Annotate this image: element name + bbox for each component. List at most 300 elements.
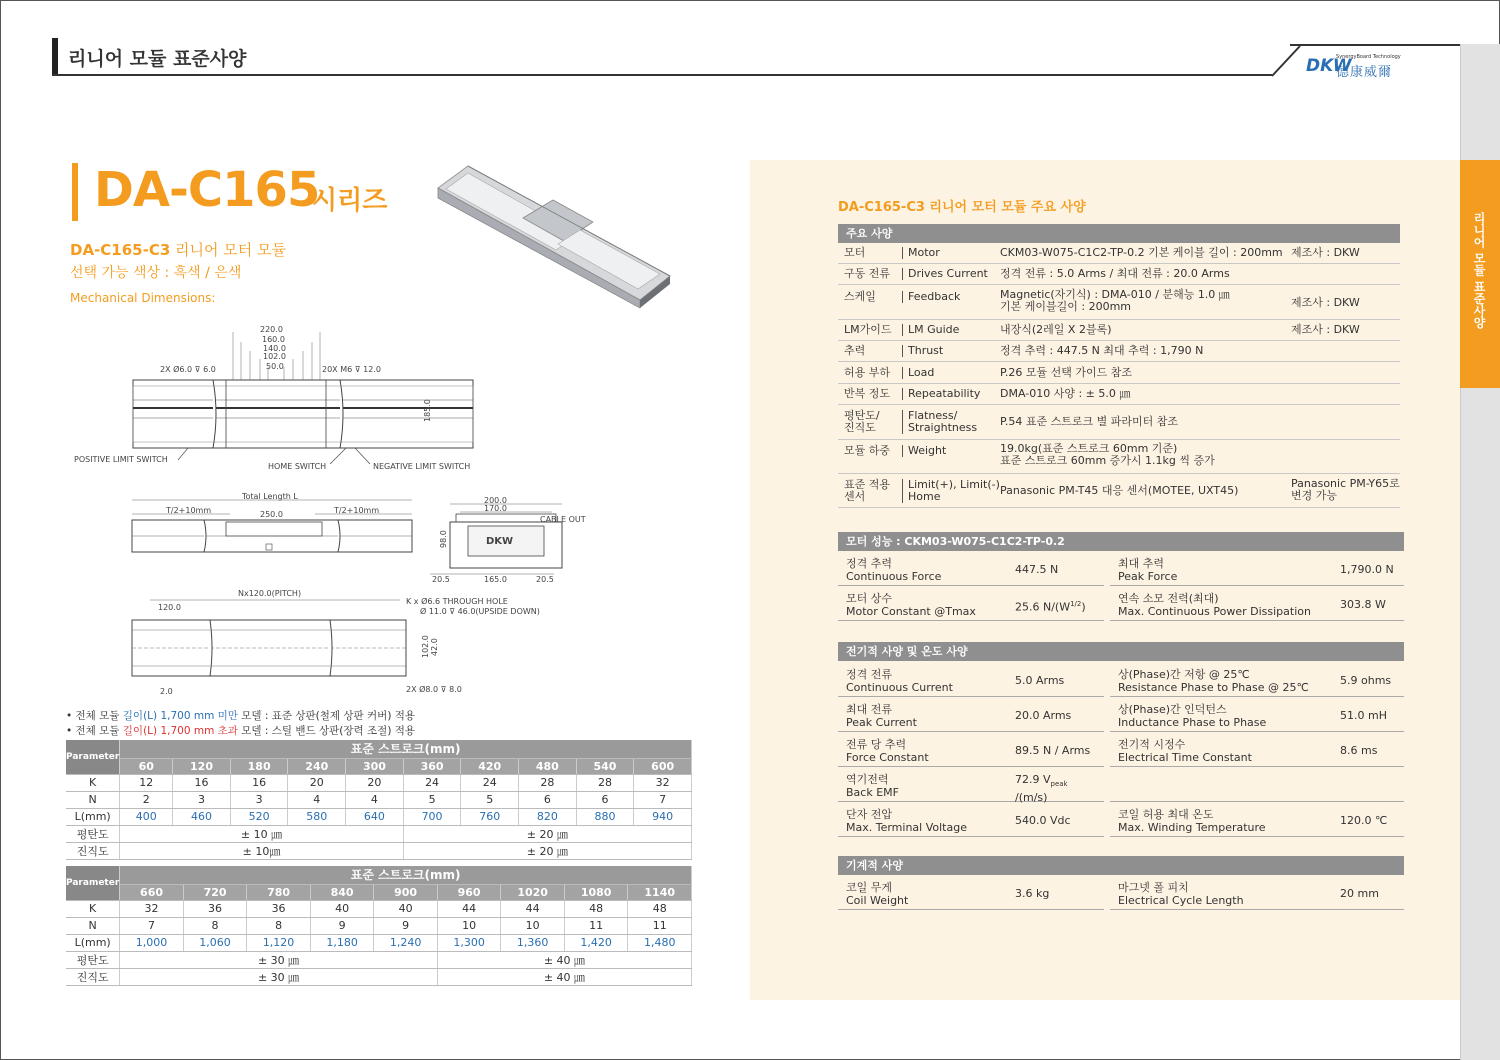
table-cell-n: 8 [183,917,247,934]
perf-label [1118,557,1177,583]
perf-cell [1110,553,1404,586]
stroke-value: 420 [461,758,519,774]
spec-value [1000,416,1178,428]
perf-value [1340,744,1377,757]
spec-maker-line: 변경 가능 [1291,489,1338,502]
perf-value [1340,563,1394,576]
spec-label-en [902,324,959,336]
spec-label-en-line: Repeatability [908,387,981,400]
spec-label-en-line: Weight [908,444,947,457]
series-title: DA-C165 [94,162,320,218]
table-cell-k: 16 [173,774,231,791]
straightness-value: ± 40 ㎛ [437,968,691,985]
note-1-suffix: 모델 : 표준 상판(철제 상판 커버) 적용 [237,710,416,722]
perf-label-en: Continuous Current [846,681,953,694]
table-cell-k: 32 [634,774,692,791]
table-cell-l: 520 [230,808,288,825]
spec-value [1000,388,1130,400]
motor-perf-header: 모터 성능 : CKM03-W075-C1C2-TP-0.2 [838,532,1404,551]
table-cell-k: 44 [501,900,565,917]
spec-maker-line: 제조사 : DKW [1291,296,1360,309]
table-cell-n: 5 [461,791,519,808]
spec-label-en-line: Straightness [908,421,978,434]
perf-value [1015,887,1049,900]
perf-cell [838,769,1104,805]
spec-title: DA-C165-C3 리니어 모터 모듈 주요 사양 [838,200,1086,215]
spec-maker [1291,478,1400,502]
dim-185: 185.0 [423,399,432,422]
row-label-straightness: 진직도 [66,968,120,985]
perf-value-sup: 1/2 [1070,600,1082,608]
perf-value [1340,887,1379,900]
spec-label-ko-line: 표준 적용 [844,478,891,491]
spec-label-en-line: Limit(+), Limit(-) [908,478,1000,491]
perf-label-en: Electrical Time Constant [1118,751,1252,764]
perf-label-en: Max. Continuous Power Dissipation [1118,605,1311,618]
row-label-k: K [66,900,120,917]
note-line-2 [66,723,415,738]
perf-label-en: Peak Force [1118,570,1178,583]
table-cell-l: 940 [634,808,692,825]
header-rule-right [1290,44,1460,46]
stroke-value: 660 [120,884,184,900]
table-cell-n: 9 [374,917,438,934]
product-model-line [70,239,286,260]
perf-value-text: 8.6 ms [1340,744,1378,757]
table-cell-l: 400 [120,808,173,825]
table-cell-n: 8 [247,917,311,934]
half-length-right: T/2+10mm [334,506,380,515]
dim-220: 220.0 [260,325,283,334]
dim-102-bottom: 102.0 [421,635,430,658]
perf-value [1015,709,1071,722]
drawing-end-view [428,494,596,584]
spec-value-line: 정격 전류 : 5.0 Arms / 최대 전류 : 20.0 Arms [1000,267,1230,280]
product-model-desc: 리니어 모터 모듈 [170,241,287,259]
spec-label-en [902,367,934,379]
perf-cell [838,699,1104,732]
spec-label-ko [844,388,890,400]
perf-label [1118,738,1252,764]
total-length-label: Total Length L [242,492,298,501]
main-spec-header: 주요 사양 [838,224,1400,243]
dim-20-5-right: 20.5 [536,575,554,584]
spec-label-ko-line: 모터 [844,246,866,259]
stroke-header: 표준 스트로크(mm) [120,866,692,884]
stroke-value: 180 [230,758,288,774]
perf-value-text: 51.0 mH [1340,709,1387,722]
flatness-value: ± 10 ㎛ [120,825,403,842]
spec-value-line: 내장식(2레일 X 2블록) [1000,323,1112,336]
dim-140: 140.0 [263,344,286,353]
spec-label-ko-line: 구동 전류 [844,267,891,280]
spec-value-line: Magnetic(자기식) : DMA-010 / 분해능 1.0 ㎛ [1000,288,1230,301]
perf-label-ko: 전류 당 추력 [846,738,907,751]
perf-label-ko: 코일 무게 [846,881,893,894]
stroke-value: 240 [288,758,346,774]
stroke-value: 720 [183,884,247,900]
table-cell-k: 24 [461,774,519,791]
perf-value [1015,563,1058,576]
spec-value-line: Panasonic PM-T45 대응 센서(MOTEE, UXT45) [1000,484,1239,497]
perf-value-text: 5.0 Arms [1015,674,1065,687]
table-cell-l: 700 [403,808,461,825]
spec-value-line: CKM03-W075-C1C2-TP-0.2 기본 케이블 길이 : 200mm [1000,246,1283,259]
perf-value [1015,744,1090,757]
spec-value-line: P.26 모듈 선택 가이드 참조 [1000,366,1133,379]
table-cell-k: 16 [230,774,288,791]
negative-limit-switch-label: NEGATIVE LIMIT SWITCH [373,462,471,471]
header-bar [52,38,58,74]
param-header: Parameter [66,740,120,774]
through-hole-label: K x Ø6.6 THROUGH HOLE [406,597,508,606]
straightness-value: ± 30 ㎛ [120,968,438,985]
perf-value-text: 89.5 N / Arms [1015,744,1091,757]
spec-label-ko-line: 평탄도/ [844,409,880,422]
home-switch-label: HOME SWITCH [268,462,327,471]
table-cell-n: 11 [628,917,692,934]
perf-value [1015,598,1086,614]
counterbore-label: Ø 11.0 ⊽ 46.0(UPSIDE DOWN) [420,607,540,616]
perf-cell [1110,877,1404,910]
table-cell-k: 24 [403,774,461,791]
perf-label-ko: 단자 전압 [846,808,893,821]
perf-label [1118,668,1309,694]
perf-value-text: 20.0 Arms [1015,709,1072,722]
perf-label [846,592,976,618]
spec-maker [1291,247,1360,259]
spec-label-en-line: Load [908,366,935,379]
table-cell-l: 1,180 [310,934,374,951]
note-1-highlight: 길이(L) 1,700 mm 미만 [122,710,238,722]
straightness-value: ± 10㎛ [120,842,403,859]
perf-cell [1110,804,1404,837]
stroke-table-2 [66,866,692,986]
perf-value-text: 303.8 W [1340,598,1386,611]
stroke-value: 1140 [628,884,692,900]
perf-label-en: Continuous Force [846,570,942,583]
spec-value [1000,289,1230,313]
dim-120: 120.0 [158,603,181,612]
spec-label-ko [844,479,890,503]
table-cell-l: 1,360 [501,934,565,951]
stroke-table-1 [66,740,692,860]
spec-value-line: P.54 표준 스트로크 별 파라미터 참조 [1000,415,1179,428]
table-cell-k: 20 [288,774,346,791]
logo-tagline: SynergyBoard Technology [1336,54,1401,60]
perf-value-text: 25.6 N/(W [1015,600,1071,614]
perf-label-en: Back EMF [846,786,899,799]
perf-cell [838,553,1104,586]
row-label-k: K [66,774,120,791]
perf-label [1118,881,1244,907]
spec-label-ko-line: 추력 [844,344,866,357]
dim-2: 2.0 [160,687,173,696]
table-cell-n: 7 [634,791,692,808]
dim-200: 200.0 [484,496,507,505]
dim-102: 102.0 [263,352,286,361]
spec-maker [1291,297,1360,309]
cable-out-label: CABLE OUT [540,515,586,524]
mechanical-header: 기계적 사양 [838,856,1404,875]
perf-label-en: Max. Terminal Voltage [846,821,967,834]
row-label-flatness: 평탄도 [66,825,120,842]
perf-label-en: Coil Weight [846,894,909,907]
perf-value-end: ) [1081,600,1086,614]
spec-value-line: 기본 케이블길이 : 200mm [1000,300,1132,313]
spec-row [838,474,1400,508]
table-cell-l: 880 [576,808,634,825]
header-slant [1262,44,1302,78]
perf-label-ko: 상(Phase)간 저항 @ 25℃ [1118,668,1250,681]
spec-value [1000,443,1215,467]
perf-cell [1110,588,1404,621]
spec-label-ko [844,268,890,280]
table-cell-n: 2 [120,791,173,808]
spec-value-line: DMA-010 사양 : ± 5.0 ㎛ [1000,387,1131,400]
spec-label-ko-line: 모듈 하중 [844,444,891,457]
spec-maker-line: 제조사 : DKW [1291,246,1360,259]
table-cell-l: 1,000 [120,934,184,951]
perf-label-en: Resistance Phase to Phase @ 25℃ [1118,681,1309,694]
perf-label-ko: 최대 추력 [1118,557,1165,570]
table-cell-n: 4 [346,791,404,808]
table-cell-k: 32 [120,900,184,917]
perf-label-ko: 마그넷 폴 피치 [1118,881,1189,894]
stroke-value: 540 [576,758,634,774]
table-cell-n: 9 [310,917,374,934]
stroke-value: 1080 [564,884,628,900]
perf-label [846,808,967,834]
drawing-bottom-view [130,586,550,696]
note-line-1 [66,708,415,723]
row-label-flatness: 평탄도 [66,951,120,968]
pitch-label: Nx120.0(PITCH) [238,589,302,598]
spec-label-en [902,247,940,259]
table-cell-n: 11 [564,917,628,934]
perf-label-ko: 정격 전류 [846,668,893,681]
page-header-title: 리니어 모듈 표준사양 [68,48,247,70]
side-tab-label: 리니어 모듈 표준사양 [1472,212,1486,329]
positive-limit-switch-label: POSITIVE LIMIT SWITCH [74,455,168,464]
product-colors: 선택 가능 색상 : 흑색 / 은색 [70,265,242,281]
perf-label [1118,808,1266,834]
spec-row [838,341,1400,362]
perf-value-sub: peak [1050,780,1068,789]
spec-label-ko-line: 센서 [844,490,866,503]
spec-label-ko-line: 진직도 [844,421,876,434]
perf-value [1340,709,1387,722]
header-rule [52,74,1272,76]
dim-170: 170.0 [484,504,507,513]
spec-label-en-line: Thrust [908,344,944,357]
mechanical-dimensions-label: Mechanical Dimensions: [70,291,216,305]
table-cell-n: 4 [288,791,346,808]
stroke-value: 900 [374,884,438,900]
spec-label-ko [844,345,865,357]
table-cell-n: 10 [501,917,565,934]
product-image [428,158,678,310]
table-cell-l: 1,300 [437,934,501,951]
spec-label-ko [844,247,865,259]
dim-42: 42.0 [430,638,439,656]
hole-spec-left: 2X Ø6.0 ⊽ 6.0 [160,365,216,374]
flatness-value: ± 20 ㎛ [403,825,691,842]
perf-value-text: 447.5 N [1015,563,1059,576]
perf-label-en: Motor Constant @Tmax [846,605,976,618]
perf-value-text: 1,790.0 N [1340,563,1394,576]
perf-label-ko: 코일 허용 최대 온도 [1118,808,1214,821]
perf-label [846,773,899,799]
spec-label-en [902,410,977,434]
drawing-side-view [130,490,420,570]
dim-165: 165.0 [484,575,507,584]
stroke-value: 480 [519,758,577,774]
perf-label [846,668,953,694]
table-cell-k: 36 [247,900,311,917]
table-cell-k: 12 [120,774,173,791]
perf-label-en: Force Constant [846,751,929,764]
half-length-left: T/2+10mm [166,506,212,515]
stroke-value: 120 [173,758,231,774]
spec-label-en-line: Drives Current [908,267,988,280]
table-cell-n: 6 [519,791,577,808]
spec-label-en [902,268,988,280]
perf-value-text: 120.0 ℃ [1340,814,1388,827]
spec-label-ko [844,445,890,457]
note-2-highlight: 길이(L) 1,700 mm 초과 [122,725,238,737]
stroke-value: 840 [310,884,374,900]
table-cell-k: 28 [519,774,577,791]
table-cell-n: 10 [437,917,501,934]
table-cell-k: 44 [437,900,501,917]
dim-20-5-left: 20.5 [432,575,450,584]
table-cell-l: 760 [461,808,519,825]
perf-value [1340,598,1386,611]
series-suffix: 시리즈 [312,186,388,216]
flatness-value: ± 40 ㎛ [437,951,691,968]
drawing-top-view [70,322,490,474]
spec-value [1000,324,1112,336]
spec-value-line: 정격 추력 : 447.5 N 최대 추력 : 1,790 N [1000,344,1204,357]
perf-label-en: Electrical Cycle Length [1118,894,1244,907]
perf-label-en: Peak Current [846,716,917,729]
straightness-value: ± 20 ㎛ [403,842,691,859]
table-cell-l: 460 [173,808,231,825]
company-logo [1306,54,1402,80]
spec-label-ko-line: LM가이드 [844,323,892,336]
spec-label-en-line: Home [908,490,941,503]
table-cell-l: 580 [288,808,346,825]
perf-label [846,738,929,764]
spec-row [838,286,1400,320]
note-1-prefix: • 전체 모듈 [66,710,123,722]
spec-label-en [902,345,943,357]
spec-label-en [902,388,980,400]
dim-98: 98.0 [439,530,448,548]
spec-maker-line: Panasonic PM-Y65로 [1291,477,1400,490]
perf-label-ko: 상(Phase)간 인덕턴스 [1118,703,1227,716]
perf-label-ko: 정격 추력 [846,557,893,570]
perf-value-text: 3.6 kg [1015,887,1050,900]
table-cell-n: 6 [576,791,634,808]
note-2-prefix: • 전체 모듈 [66,725,123,737]
perf-cell [1110,699,1404,732]
spec-value [1000,485,1238,497]
spec-row [838,405,1400,440]
table-cell-l: 1,240 [374,934,438,951]
perf-label [846,703,917,729]
stroke-value: 300 [346,758,404,774]
row-label-l: L(mm) [66,808,120,825]
spec-row [838,320,1400,341]
stroke-value: 600 [634,758,692,774]
perf-label-en: Max. Winding Temperature [1118,821,1266,834]
perf-label-ko: 연속 소모 전력(최대) [1118,592,1219,605]
table-cell-k: 48 [628,900,692,917]
perf-cell [1110,664,1404,697]
perf-cell [838,588,1104,621]
stroke-value: 960 [437,884,501,900]
spec-label-en-line: Motor [908,246,940,259]
stroke-value: 60 [120,758,173,774]
dim-50: 50.0 [266,362,284,371]
spec-value [1000,247,1283,259]
perf-label [846,881,908,907]
perf-value [1015,773,1068,804]
perf-cell [838,734,1104,767]
table-cell-n: 3 [230,791,288,808]
spec-label-en [902,445,946,457]
spec-value-line: 표준 스트로크 60mm 증가시 1.1kg 씩 증가 [1000,454,1215,467]
table-cell-k: 20 [346,774,404,791]
spec-label-ko-line: 스케일 [844,290,876,303]
perf-value-text: 540.0 Vdc [1015,814,1071,827]
perf-value-text: 72.9 V [1015,773,1051,786]
perf-label-ko: 최대 전류 [846,703,893,716]
spec-label-en-line: LM Guide [908,323,960,336]
spec-label-ko [844,367,890,379]
perf-value-line2: /(m/s) [1015,791,1048,805]
perf-cell [838,877,1104,910]
hole-spec-right: 20X M6 ⊽ 12.0 [322,365,381,374]
spec-label-ko [844,410,880,434]
dim-160: 160.0 [262,335,285,344]
table-cell-l: 1,420 [564,934,628,951]
spec-label-en-line: Feedback [908,290,961,303]
table-cell-l: 820 [519,808,577,825]
perf-cell [1110,769,1404,802]
spec-label-ko [844,324,892,336]
table-cell-l: 640 [346,808,404,825]
table-cell-n: 3 [173,791,231,808]
row-label-l: L(mm) [66,934,120,951]
table-cell-l: 1,060 [183,934,247,951]
perf-cell [838,664,1104,697]
flatness-value: ± 30 ㎛ [120,951,438,968]
spec-label-en [902,479,1000,503]
spec-row [838,384,1400,405]
logo-mark: DKW [1306,56,1352,76]
spec-value [1000,367,1132,379]
spec-value-line: 19.0kg(표준 스트로크 60mm 기준) [1000,442,1178,455]
row-label-straightness: 진직도 [66,842,120,859]
stroke-header: 표준 스트로크(mm) [120,740,692,758]
spec-row [838,363,1400,384]
perf-label-ko: 모터 상수 [846,592,893,605]
spec-row [838,243,1400,264]
spec-label-en-line: Flatness/ [908,409,958,422]
